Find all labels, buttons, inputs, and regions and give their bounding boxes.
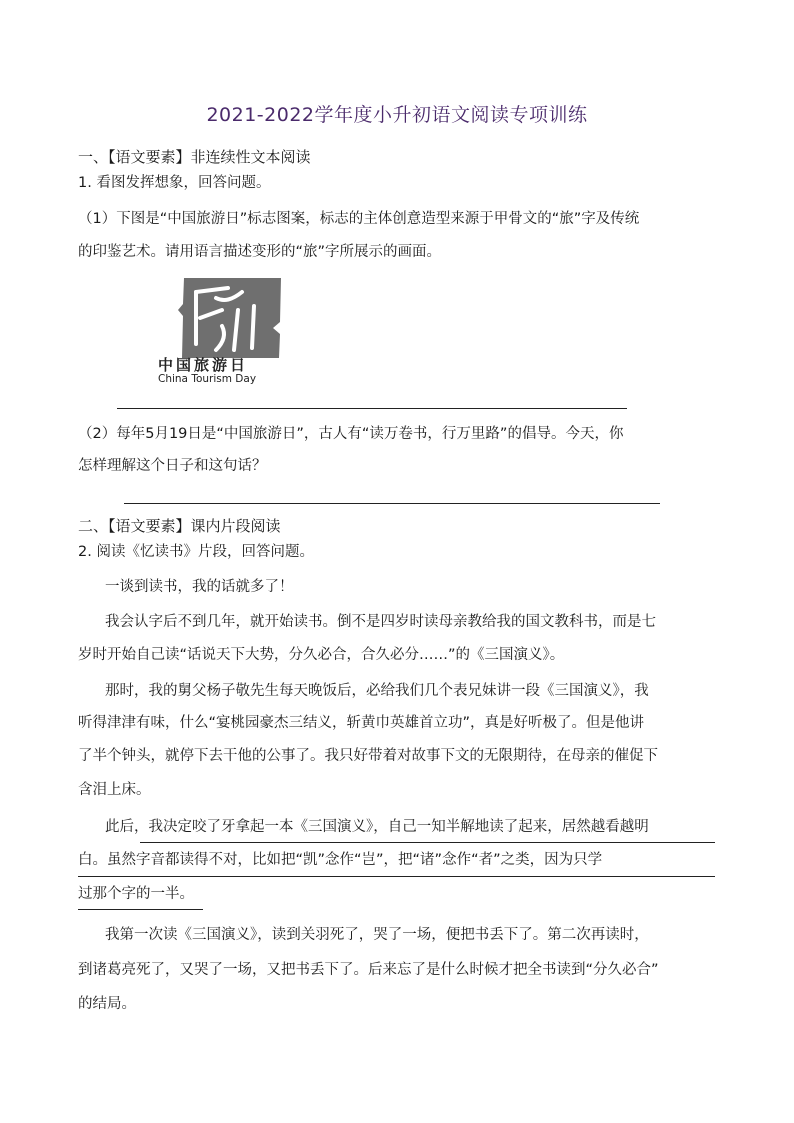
passage-p3-line2: 听得津津有味，什么“宴桃园豪杰三结义，斩黄巾英雄首立功”，真是好听极了。但是他讲: [78, 715, 645, 731]
logo-english-text: China Tourism Day: [158, 373, 257, 385]
sub-question-2-line2: 怎样理解这个日子和这句话？: [78, 458, 267, 474]
china-tourism-day-logo: [156, 270, 306, 390]
passage-paragraph-1: 一谈到读书，我的话就多了！: [105, 579, 294, 595]
question-2-label: 2. 阅读《忆读书》片段，回答问题。: [78, 544, 314, 560]
sub-question-1-line2: 的印鉴艺术。请用语言描述变形的“旅”字所展示的画面。: [78, 244, 442, 260]
underline-p4-line3: [78, 909, 203, 910]
passage-p3-line1: 那时，我的舅父杨子敬先生每天晚饭后，必给我们几个表兄妹讲一段《三国演义》，我: [105, 683, 649, 699]
page-title: 2021-2022学年度小升初语文阅读专项训练: [206, 104, 588, 126]
answer-blank-1[interactable]: [117, 408, 627, 409]
passage-p4-line1: 此后，我决定咬了牙拿起一本《三国演义》，自己一知半解地读了起来，居然越看越明: [105, 819, 649, 835]
passage-p5-line1: 我第一次读《三国演义》，读到关羽死了，哭了一场，便把书丢下了。第二次再读时，: [105, 927, 649, 943]
logo-chinese-text: 中国旅游日: [158, 356, 249, 374]
passage-p2-line2: 岁时开始自己读“话说天下大势，分久必合，合久必分……”的《三国演义》。: [78, 647, 565, 663]
sub-question-1-line1: （1）下图是“中国旅游日”标志图案，标志的主体创意造型来源于甲骨文的“旅”字及传统: [78, 211, 640, 227]
passage-p4-line2: 白。虽然字音都读得不对，比如把“凯”念作“岂”，把“诸”念作“者”之类，因为只学: [78, 852, 603, 868]
underline-p4-line2: [78, 876, 715, 877]
answer-blank-2[interactable]: [124, 503, 660, 504]
section-2-heading: 二、【语文要素】课内片段阅读: [78, 517, 281, 535]
passage-p4-line3: 过那个字的一半。: [78, 886, 194, 902]
passage-p5-line2: 到诸葛亮死了，又哭了一场，又把书丢下了。后来忘了是什么时候才把全书读到“分久必合”: [78, 962, 659, 978]
underline-p4-line1: [140, 842, 715, 843]
passage-p3-line3: 了半个钟头，就停下去干他的公事了。我只好带着对故事下文的无限期待，在母亲的催促下: [78, 748, 658, 764]
section-1-heading: 一、【语文要素】非连续性文本阅读: [78, 148, 311, 166]
passage-p5-line3: 的结局。: [78, 996, 136, 1012]
question-1-label: 1. 看图发挥想象，回答问题。: [78, 175, 271, 191]
passage-p3-line4: 含泪上床。: [78, 782, 151, 798]
passage-p2-line1: 我会认字后不到几年，就开始读书。倒不是四岁时读母亲教给我的国文教科书，而是七: [105, 614, 656, 630]
sub-question-2-line1: （2）每年5月19日是“中国旅游日”，古人有“读万卷书，行万里路”的倡导。今天，你: [78, 426, 624, 442]
